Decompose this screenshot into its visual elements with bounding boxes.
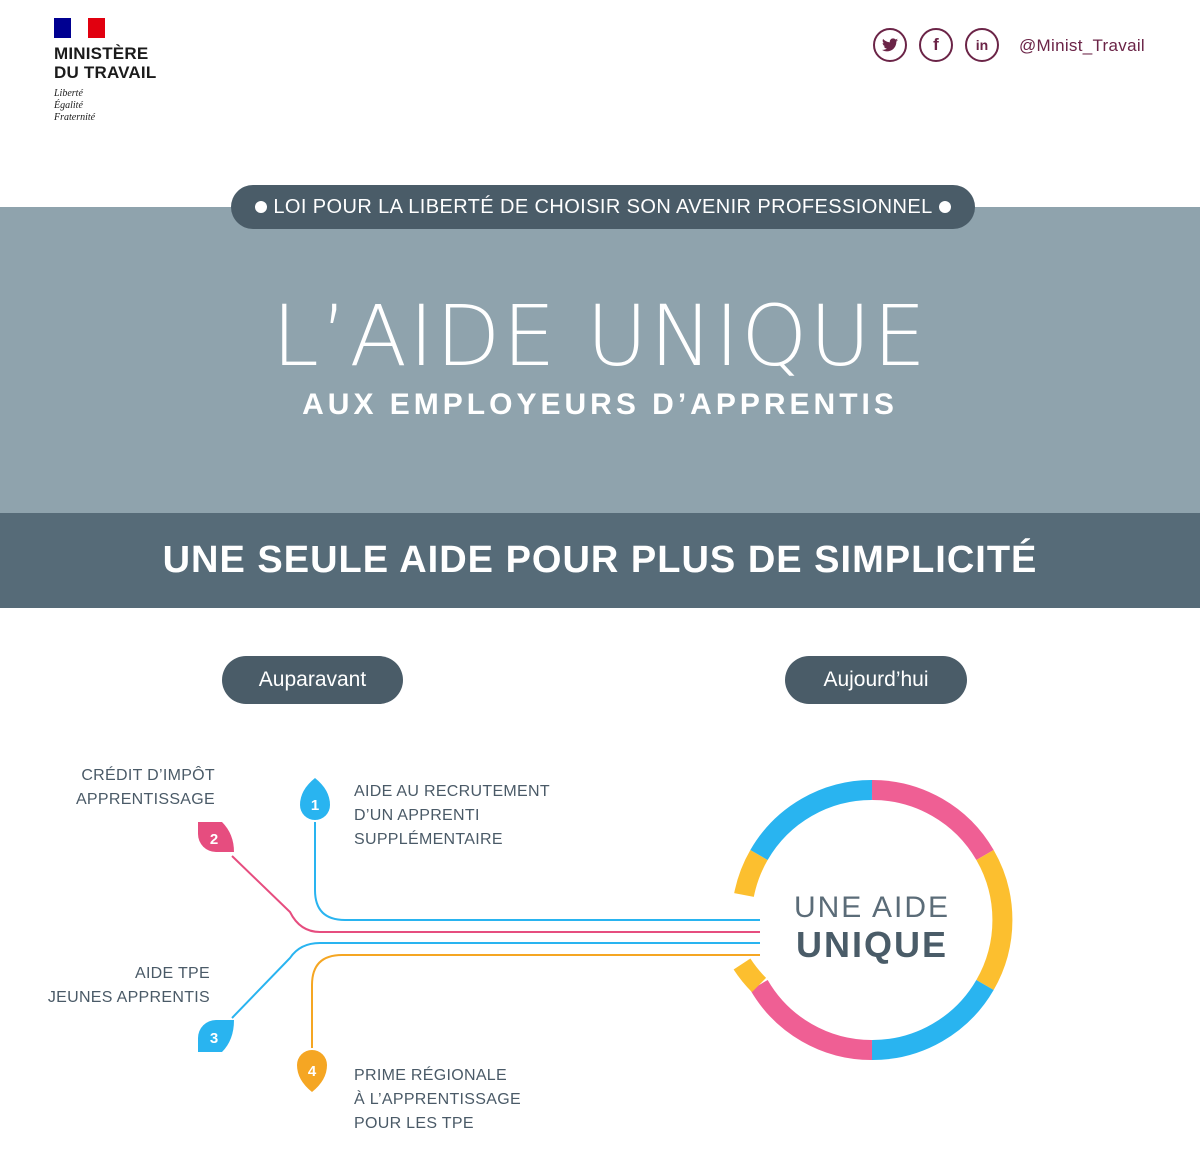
facebook-glyph: f (933, 35, 939, 54)
aid-3-label (20, 962, 210, 1010)
law-title: LOI POUR LA LIBERTÉ DE CHOISIR SON AVENIR PROFESSIONNEL (273, 195, 933, 218)
today-label: Aujourd’hui (823, 668, 929, 691)
aid-2-label (40, 764, 215, 812)
aid-1-line2: D’UN APPRENTI (354, 807, 480, 824)
ministry-name-line2: DU TRAVAIL (54, 63, 157, 82)
marker-aid-3 (198, 1020, 234, 1052)
aid-3-line1: AIDE TPE (134, 965, 210, 982)
ring-segment-yellow-left-lower (742, 964, 759, 985)
page-title: L’AIDE UNIQUE (272, 287, 928, 385)
page-subtitle: AUX EMPLOYEURS D’APPRENTIS (302, 388, 898, 421)
aid-1-line1: AIDE AU RECRUTEMENT (354, 783, 550, 800)
aid-4-line2: À L’APPRENTISSAGE (354, 1091, 521, 1108)
marker-aid-2 (198, 822, 234, 852)
unique-aid-label (752, 890, 992, 964)
aid-2-line1: CRÉDIT D’IMPÔT (81, 767, 215, 784)
ring-segment-blue-top-left (759, 790, 872, 855)
motto-egalite: Égalité (54, 100, 83, 111)
linkedin-glyph: in (975, 37, 989, 53)
marker-aid-4-number: 4 (307, 1063, 317, 1080)
marker-aid-3-number: 3 (209, 1030, 219, 1047)
aid-4-line3: POUR LES TPE (354, 1115, 474, 1132)
marker-aid-1-number: 1 (310, 797, 320, 814)
marker-aid-2-number: 2 (209, 831, 219, 848)
social-handle[interactable]: @Minist_Travail (1019, 36, 1145, 55)
marker-aid-4 (297, 1050, 327, 1092)
tagline: UNE SEULE AIDE POUR PLUS DE SIMPLICITÉ (162, 539, 1038, 581)
aid-1-line3: SUPPLÉMENTAIRE (354, 831, 503, 848)
ministry-name-line1: MINISTÈRE (54, 44, 149, 63)
before-label: Auparavant (258, 668, 367, 691)
ring-segment-yellow-left-upper (744, 855, 759, 895)
ring-segment-pink-bottom-left (759, 985, 872, 1050)
ring-segment-blue-bottom-right (872, 985, 985, 1050)
unique-aid-line1: UNE AIDE (793, 891, 951, 924)
unique-aid-line2: UNIQUE (795, 924, 948, 965)
aid-1-label (354, 780, 550, 852)
motto-liberte: Liberté (54, 88, 83, 99)
marker-aid-1 (300, 778, 330, 820)
aid-4-line1: PRIME RÉGIONALE (354, 1067, 507, 1084)
aid-4-label (354, 1064, 521, 1136)
ring-segment-pink-top (872, 790, 985, 855)
aid-3-line2: JEUNES APPRENTIS (47, 989, 210, 1006)
line-aid-4 (312, 955, 760, 1048)
motto-fraternite: Fraternité (54, 112, 96, 123)
aid-2-line2: APPRENTISSAGE (75, 791, 215, 808)
